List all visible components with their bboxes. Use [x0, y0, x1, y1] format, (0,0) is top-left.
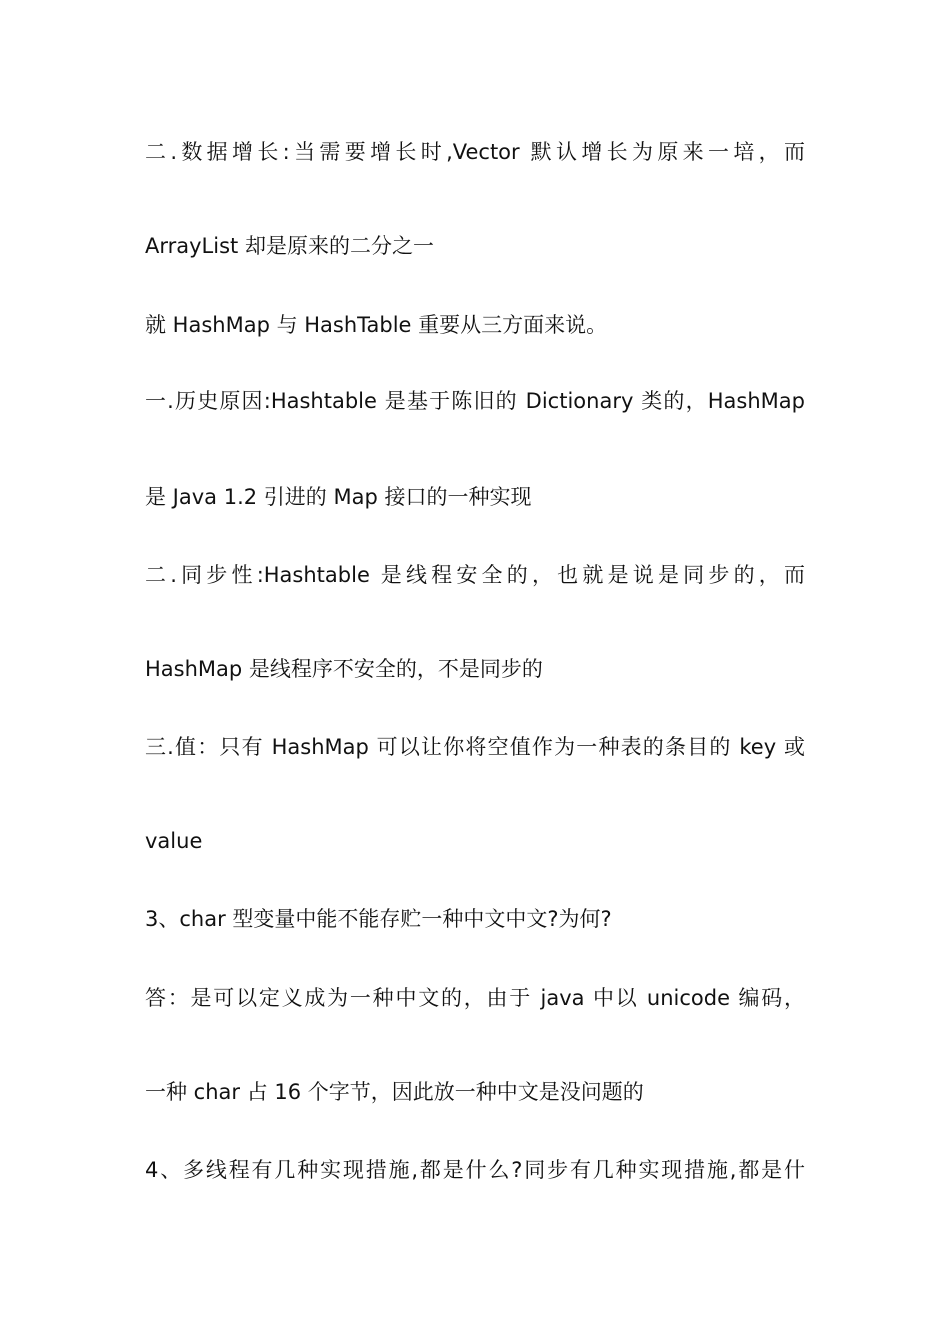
text-line: 一种 char 占 16 个字节，因此放一种中文是没问题的: [145, 1080, 644, 1104]
text-line: 4、多线程有几种实现措施,都是什么?同步有几种实现措施,都是什: [145, 1158, 805, 1182]
text-line: 二.同步性:Hashtable 是线程安全的，也就是说是同步的，而: [145, 563, 805, 587]
text-line: 一.历史原因:Hashtable 是基于陈旧的 Dictionary 类的，HashMap: [145, 389, 805, 413]
text-line: 三.值：只有 HashMap 可以让你将空值作为一种表的条目的 key 或: [145, 735, 805, 759]
text-line: value: [145, 829, 203, 853]
text-line: HashMap 是线程序不安全的，不是同步的: [145, 657, 543, 681]
text-line: ArrayList 却是原来的二分之一: [145, 234, 434, 258]
text-line: 就 HashMap 与 HashTable 重要从三方面来说。: [145, 313, 608, 337]
text-line: 3、char 型变量中能不能存贮一种中文中文?为何?: [145, 907, 612, 931]
text-line: 答：是可以定义成为一种中文的，由于 java 中以 unicode 编码，: [145, 986, 805, 1010]
text-line: 二.数据增长:当需要增长时,Vector 默认增长为原来一培，而: [145, 140, 805, 164]
text-line: 是 Java 1.2 引进的 Map 接口的一种实现: [145, 485, 532, 509]
